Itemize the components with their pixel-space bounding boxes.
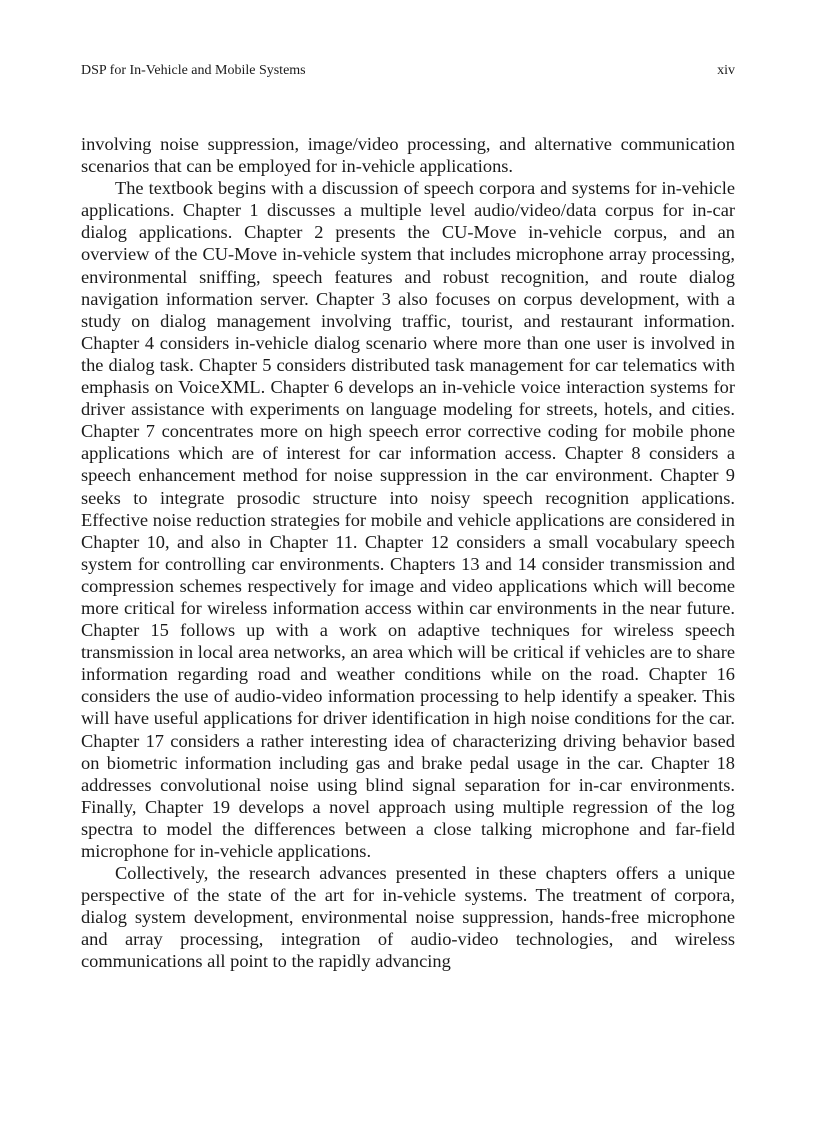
paragraph-chapter-overview: The textbook begins with a discussion of speech corpora and systems for in-vehicle applications. Chapter 1 discusses a multiple level audio/video/data corpus for in-car dialog applications. Chapter 2 presents the CU-Move in-vehicle corpus, and an overview of the CU-Move in-vehicle system that includes microphone array processing, environmental sniffing, speech features and robust recognition, and route dialog navigation information server. Chapter 3 also focuses on corpus development, with a study on dialog management involving traffic, tourist, and restaurant information. Chapter 4 considers in-vehicle dialog scenario where more than one user is involved in the dialog task. Chapter 5 considers distributed task management for car telematics with emphasis on VoiceXML. Chapter 6 develops an in-vehicle voice interaction systems for driver assistance with experiments on language modeling for streets, hotels, and cities. Chapter 7 concentrates more on high speech error corrective coding for mobile phone applications which are of interest for car information access. Chapter 8 considers a speech enhancement method for noise suppression in the car environment. Chapter 9 seeks to integrate prosodic structure into noisy speech recognition applications. Effective noise reduction strategies for mobile and vehicle applications are considered in Chapter 10, and also in Chapter 11. Chapter 12 considers a small vocabulary speech system for controlling car environments. Chapters 13 and 14 consider transmission and compression schemes respectively for image and video applications which will become more critical for wireless information access within car environments in the near future. Chapter 15 follows up with a work on adaptive techniques for wireless speech transmission in local area networks, an area which will be critical if vehicles are to share information regarding road and weather conditions while on the road. Chapter 16 considers the use of audio-video information processing to help identify a speaker. This will have useful applications for driver identification in high noise conditions for the car. Chapter 17 considers a rather interesting idea of characterizing driving behavior based on biometric information including gas and brake pedal usage in the car. Chapter 18 addresses convolutional noise using blind signal separation for in-car environments. Finally, Chapter 19 develops a novel approach using multiple regression of the log spectra to model the differences between a close talking microphone and far-field microphone for in-vehicle applications. [81, 178, 735, 861]
document-page [81, 0, 735, 1123]
paragraph-continued: involving noise suppression, image/video processing, and alternative communication scenarios that can be employed for in-vehicle applications. [81, 134, 735, 177]
book-title: DSP for In-Vehicle and Mobile Systems [81, 63, 306, 78]
running-header [81, 61, 735, 81]
page-number: xiv [717, 63, 735, 78]
paragraph-collectively: Collectively, the research advances presented in these chapters offers a unique perspective of the state of the art for in-vehicle systems. The treatment of corpora, dialog system development, environmental noise suppression, hands-free microphone and array processing, integration of audio-video technologies, and wireless communications all point to the rapidly advancing [81, 863, 735, 972]
body-text [81, 133, 735, 973]
